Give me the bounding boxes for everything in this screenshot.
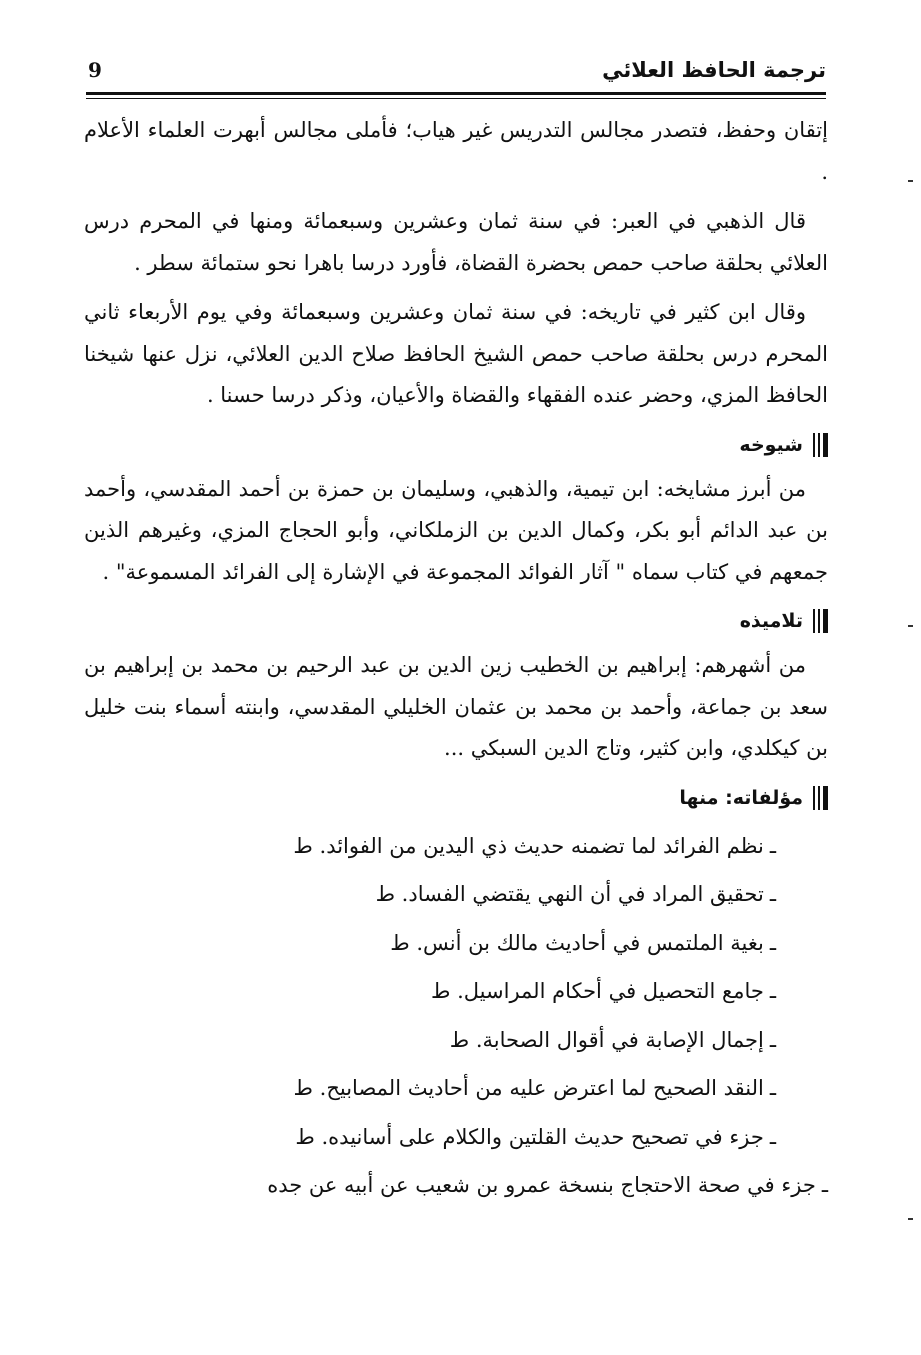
section-marker-icon xyxy=(813,609,828,633)
section-heading-label: تلاميذه xyxy=(739,610,803,632)
header-rule-thin xyxy=(86,98,826,99)
paragraph-ibn-kathir-quote: وقال ابن كثير في تاريخه: في سنة ثمان وعشرين وسبعمائة وفي يوم الأربعاء ثاني المحرم درس بحلقة صاحب حمص الشيخ الحافظ صلاح الدين العلائي، نزل عنها شيخنا الحافظ المزي، وحضر عنده الفقهاء والقضاة والأعيان، وذكر درسا حسنا . xyxy=(84,300,828,407)
list-item xyxy=(84,967,828,1016)
section-heading-students xyxy=(84,601,828,641)
list-dash: ـ xyxy=(769,1124,776,1149)
list-item xyxy=(84,919,828,968)
running-header xyxy=(86,56,826,96)
section-heading-teachers xyxy=(84,425,828,465)
section-marker-icon xyxy=(813,433,828,457)
section-heading-works xyxy=(84,778,828,818)
paragraph-continuation: إتقان وحفظ، فتصدر مجالس التدريس غير هياب؛ فأملى مجالس أبهرت العلماء الأعلام . xyxy=(84,118,828,184)
list-item xyxy=(84,1161,828,1210)
scan-margin-mark xyxy=(908,625,913,627)
paragraph-teachers: من أبرز مشايخه: ابن تيمية، والذهبي، وسليمان بن حمزة بن أحمد المقدسي، وأحمد بن عبد الدائم أبو بكر، وكمال الدين بن الزملكاني، وأبو الحجاج المزي، وغيرهم الذين جمعهم في كتاب سماه " آثار الفوائد المجموعة في الإشارة إلى الفرائد المسموعة" . xyxy=(84,476,828,584)
running-title: ترجمة الحافظ العلائي xyxy=(602,58,826,82)
paragraph-students: من أشهرهم: إبراهيم بن الخطيب زين الدين بن عبد الرحيم بن محمد بن إبراهيم بن سعد بن جماعة، وأحمد بن محمد بن عثمان الخليلي المقدسي، وابنته أسماء بنت خليل بن كيكلدي، وابن كثير، وتاج الدين السبكي ... xyxy=(84,653,828,760)
section-heading-label: شيوخه xyxy=(739,433,803,456)
list-item xyxy=(84,822,828,871)
list-dash: ـ xyxy=(769,833,776,858)
page-body xyxy=(84,110,828,1210)
section-heading-label: مؤلفاته: منها xyxy=(679,786,803,809)
list-dash: ـ xyxy=(769,1027,776,1052)
work-title: نظم الفرائد لما تضمنه حديث ذي اليدين من الفوائد. ط xyxy=(293,833,764,858)
page-number: 9 xyxy=(88,58,102,82)
scan-margin-mark xyxy=(908,1218,913,1220)
list-dash: ـ xyxy=(769,1076,776,1100)
list-dash: ـ xyxy=(769,979,776,1003)
paragraph-dhahabi-quote: قال الذهبي في العبر: في سنة ثمان وعشرين وسبعمائة ومنها في المحرم درس العلائي بحلقة صاحب حمص بحضرة القضاة، فأورد درسا باهرا نحو ستمائة سطر . xyxy=(84,209,828,275)
works-list xyxy=(84,822,828,1210)
list-item xyxy=(84,1016,828,1065)
section-marker-icon xyxy=(813,786,828,810)
list-dash: ـ xyxy=(769,930,776,955)
list-dash: ـ xyxy=(821,1173,828,1197)
list-item xyxy=(84,870,828,919)
header-rule-thick xyxy=(86,92,826,95)
work-title: جزء في صحة الاحتجاج بنسخة عمرو بن شعيب عن أبيه عن جده xyxy=(267,1173,816,1197)
work-title: جزء في تصحيح حديث القلتين والكلام على أسانيده. ط xyxy=(295,1124,764,1149)
list-item xyxy=(84,1064,828,1113)
work-title: تحقيق المراد في أن النهي يقتضي الفساد. ط xyxy=(375,882,764,906)
scan-margin-mark xyxy=(908,180,913,182)
list-item xyxy=(84,1113,828,1162)
work-title: جامع التحصيل في أحكام المراسيل. ط xyxy=(431,979,764,1003)
work-title: النقد الصحيح لما اعترض عليه من أحاديث المصابيح. ط xyxy=(293,1076,764,1100)
work-title: إجمال الإصابة في أقوال الصحابة. ط xyxy=(449,1027,764,1052)
work-title: بغية الملتمس في أحاديث مالك بن أنس. ط xyxy=(390,930,764,955)
list-dash: ـ xyxy=(769,882,776,906)
